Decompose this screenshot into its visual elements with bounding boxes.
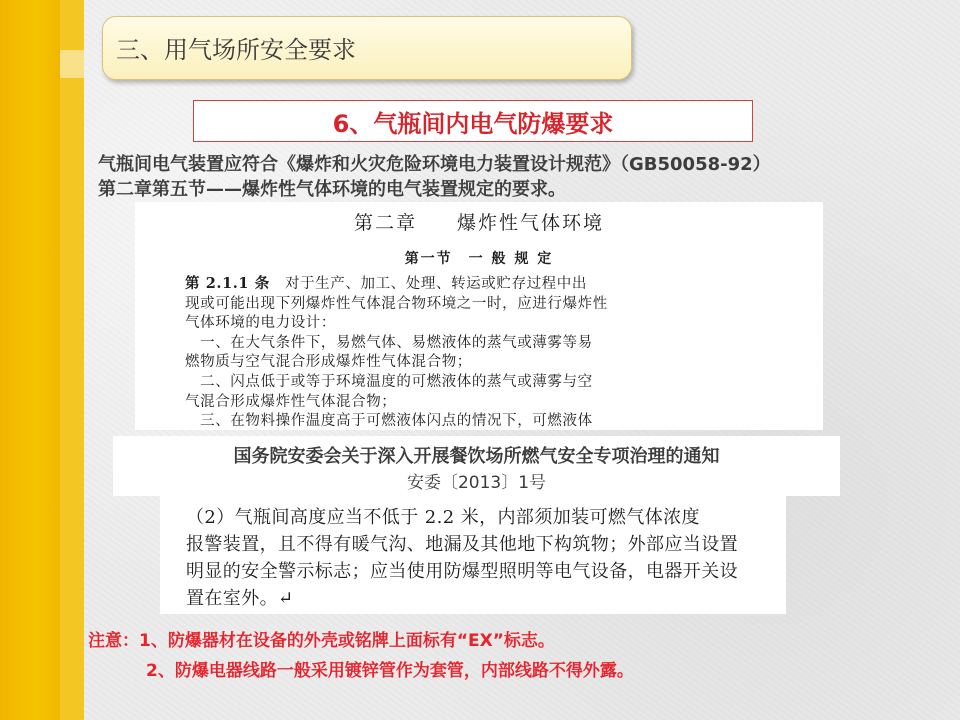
left-stripe-accent: [60, 0, 84, 720]
left-decorative-stripe: [0, 0, 60, 720]
notice-header-box: [113, 436, 840, 496]
regulation-line: 燃物质与空气混合形成爆炸性气体混合物；: [185, 354, 472, 371]
intro-line-2: 第二章第五节——爆炸性气体环境的电气装置规定的要求。: [98, 179, 566, 200]
notice-line: 报警装置，且不得有暖气沟、地漏及其他地下构筑物；外部应当设置: [186, 534, 738, 555]
attention-notes: [88, 626, 948, 686]
notice-line: （2）气瓶间高度应当不低于 2.2 米，内部须加装可燃气体浓度: [186, 507, 700, 528]
regulation-line: 气混合形成爆炸性气体混合物；: [185, 393, 397, 410]
note-line-2: 2、防爆电器线路一般采用镀锌管作为套管，内部线路不得外露。: [146, 661, 634, 681]
note-line-1: 注意：1、防爆器材在设备的外壳或铭牌上面标有“EX”标志。: [88, 631, 555, 651]
left-stripe-notch: [60, 50, 84, 78]
regulation-line: 第 2.1.1 条 对于生产、加工、处理、转运或贮存过程中出: [185, 275, 587, 292]
regulation-line: 一、在大气条件下，易燃气体、易燃液体的蒸气或薄雾等易: [185, 334, 593, 351]
intro-line-1: 气瓶间电气装置应符合《爆炸和火灾危险环境电力装置设计规范》（GB50058-92）: [98, 154, 771, 175]
article-label: 第 2.1.1 条: [185, 275, 270, 292]
notice-excerpt-body: [186, 504, 776, 612]
regulation-line: 二、闪点低于或等于环境温度的可燃液体的蒸气或薄雾与空: [185, 373, 593, 390]
chapter-title: 爆炸性气体环境: [457, 212, 605, 234]
intro-text: [98, 152, 918, 202]
regulation-line: 现或可能出现下列爆炸性气体混合物环境之一时，应进行爆炸性: [185, 295, 608, 312]
chapter-heading: [135, 208, 823, 235]
notice-line: 明显的安全警示标志；应当使用防爆型照明等电气设备，电器开关设: [186, 561, 738, 582]
notice-reference: 安委〔2013〕1号: [406, 473, 547, 493]
section-heading: 第一节 一 般 规 定: [404, 251, 554, 267]
subtitle-box: [193, 100, 753, 142]
chapter-number: 第二章: [353, 212, 417, 234]
slide-subtitle: 6、气瓶间内电气防爆要求: [332, 109, 614, 138]
regulation-body: [185, 274, 805, 430]
slide-title: 三、用气场所安全要求: [116, 36, 356, 64]
regulation-line: 气体环境的电力设计：: [185, 315, 336, 332]
notice-title: 国务院安委会关于深入开展餐饮场所燃气安全专项治理的通知: [233, 446, 720, 467]
notice-excerpt-image: [160, 496, 786, 614]
notice-line: 置在室外。↵: [186, 588, 294, 609]
regulation-excerpt-image: [135, 202, 823, 430]
regulation-line: 三、在物料操作温度高于可燃液体闪点的情况下，可燃液体: [185, 413, 593, 430]
